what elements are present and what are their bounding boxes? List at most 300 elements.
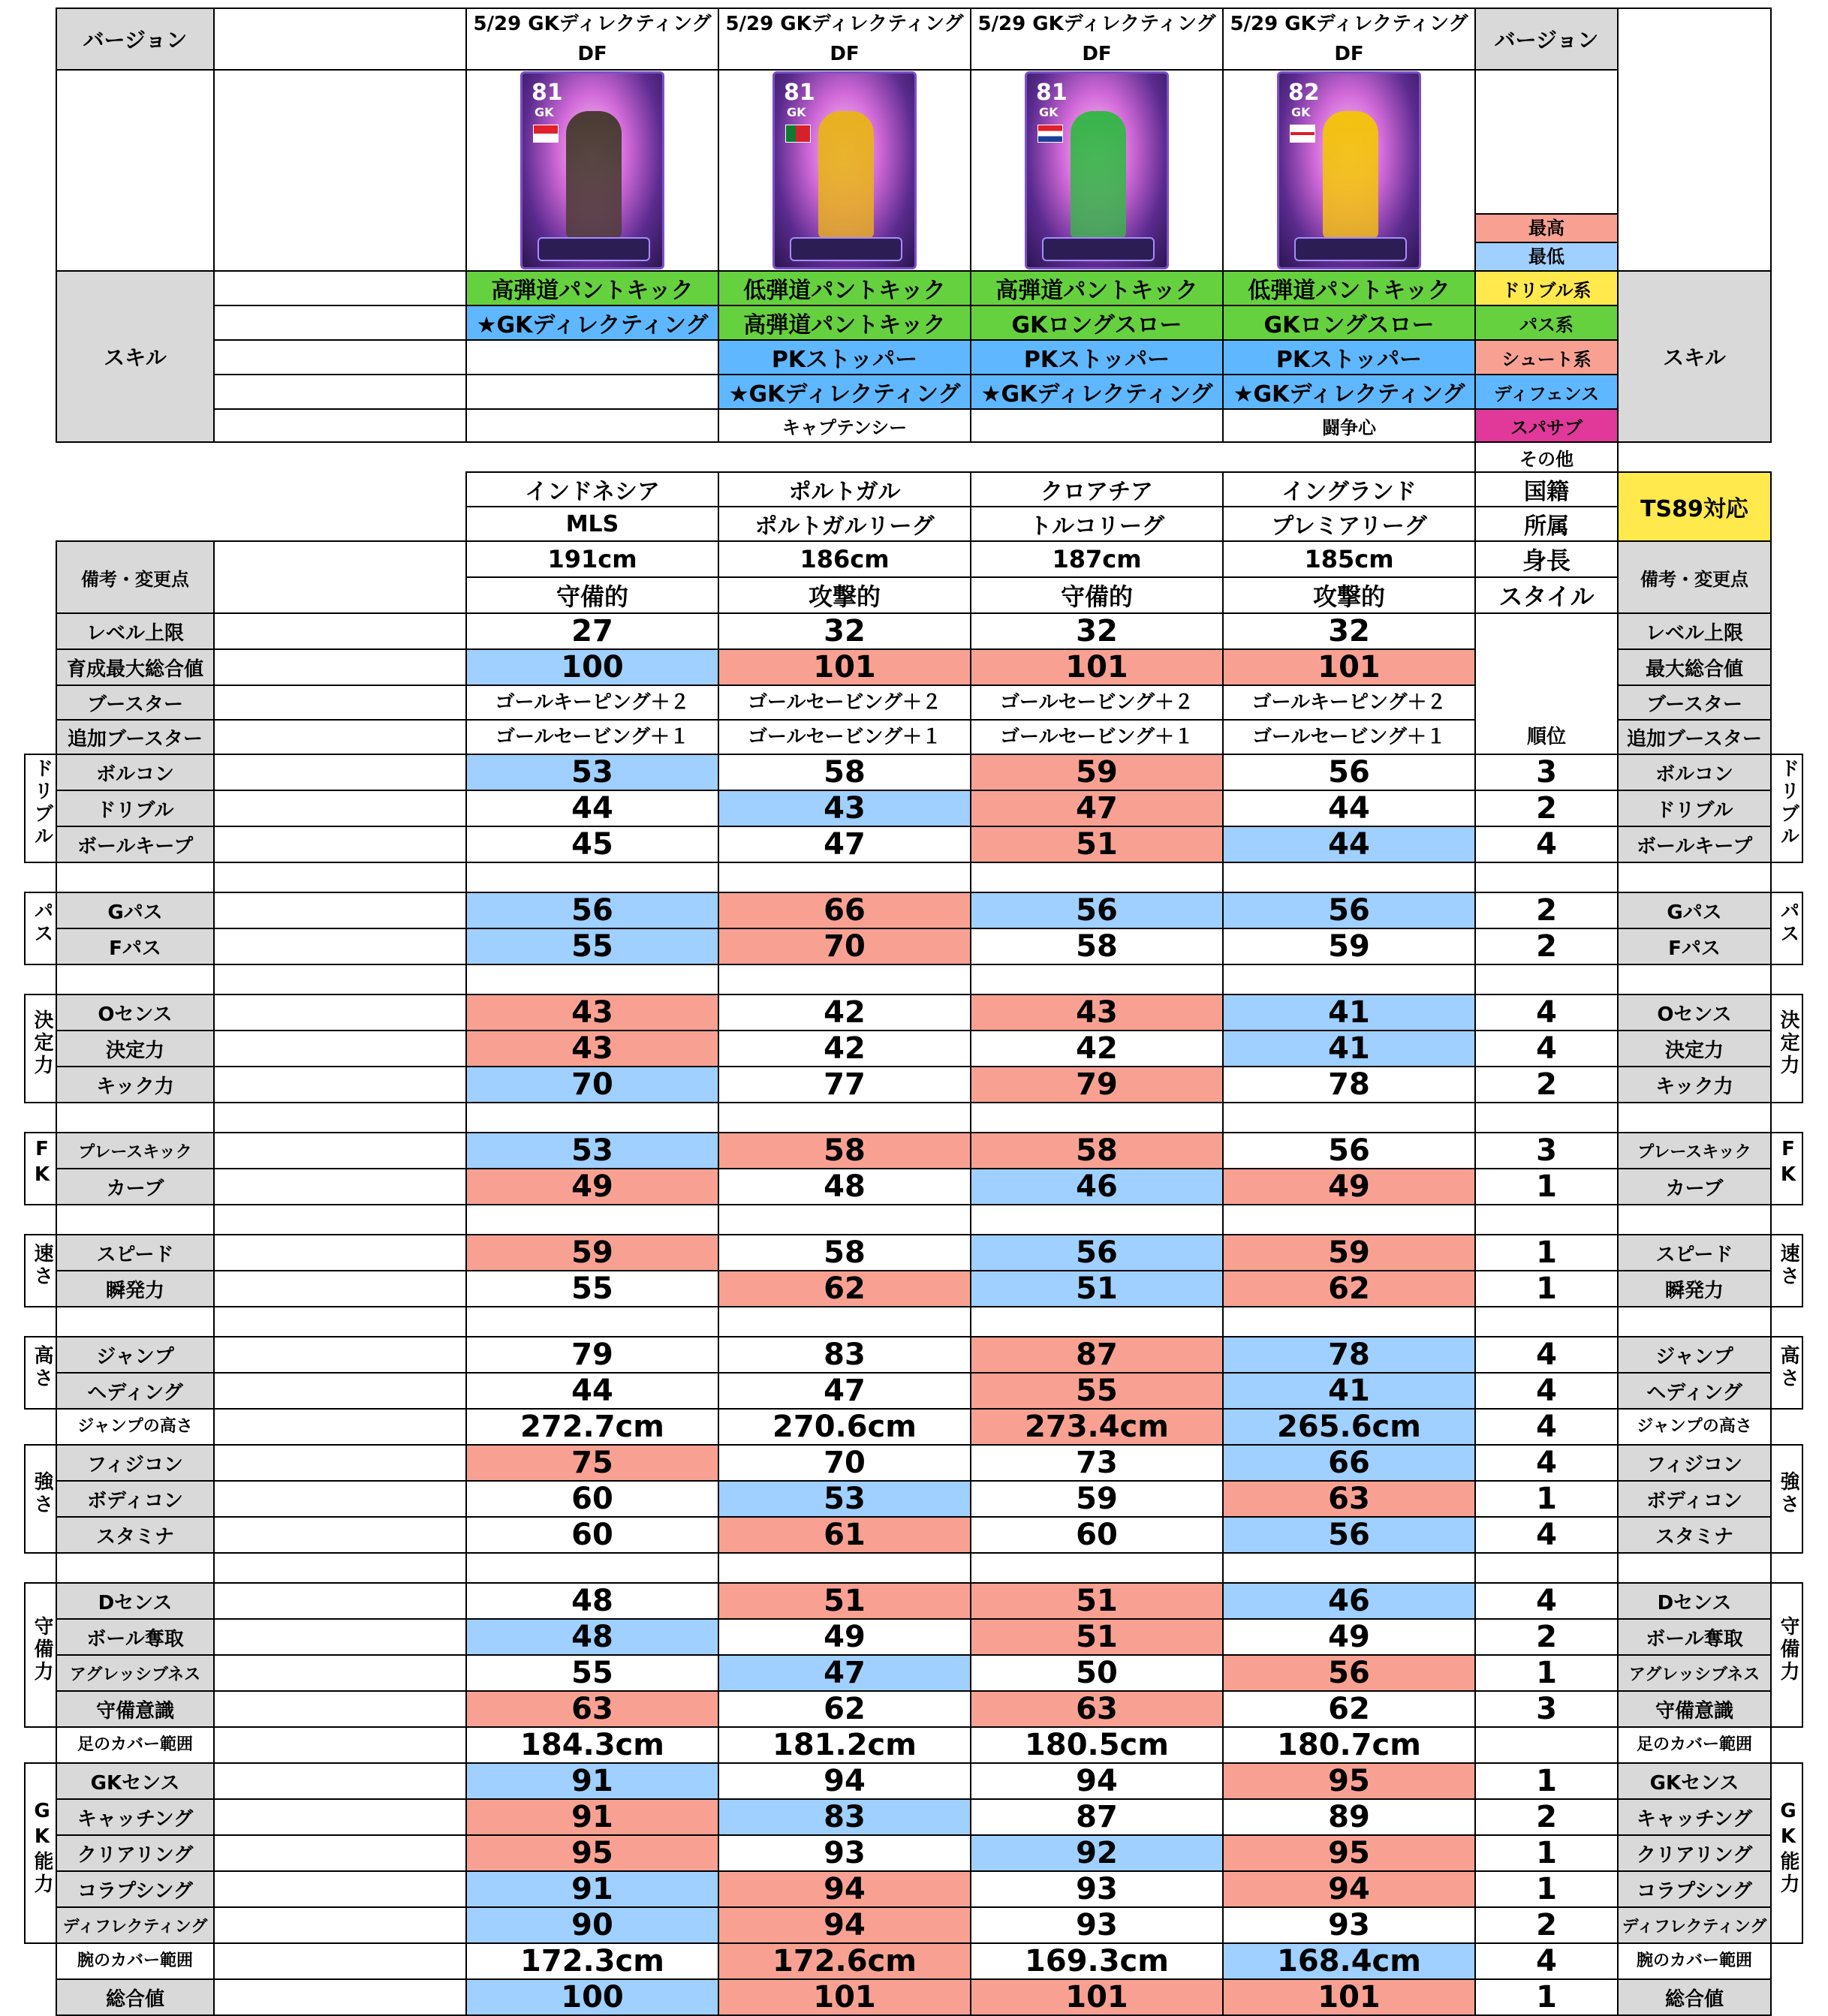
height <box>971 541 1223 577</box>
stat-rank-text: 4 <box>1536 1410 1557 1444</box>
add-booster-label-right-text: 追加ブースター <box>1627 727 1762 751</box>
stat-value-text: 93 <box>1076 1908 1118 1942</box>
blank <box>1771 1727 1802 1763</box>
total-label-right-text: 総合値 <box>1664 1987 1724 2011</box>
stat-value-text: 49 <box>1328 1620 1370 1654</box>
stat-value <box>971 1907 1223 1943</box>
stat-value-text: 56 <box>1328 1518 1370 1552</box>
blank <box>25 1727 56 1763</box>
stat-rank-text: 2 <box>1536 1620 1557 1654</box>
stat-label-text: Oセンス <box>98 1003 173 1026</box>
stat-value-text: 44 <box>1328 827 1370 862</box>
spacer-cell <box>56 1307 214 1337</box>
group-name: GK能力 <box>31 1800 53 1896</box>
remarks-label-right-text: 備考・変更点 <box>1640 568 1748 590</box>
stat-label <box>56 994 214 1031</box>
club <box>466 507 718 541</box>
stat-value-text: 42 <box>1076 1031 1118 1066</box>
stat-label <box>56 1943 214 1979</box>
stat-rank <box>1475 1067 1618 1103</box>
stat-label-right <box>1618 1727 1771 1763</box>
stat-value-text: 58 <box>1076 929 1118 964</box>
stat-note <box>214 1373 466 1409</box>
stat-value <box>971 1235 1223 1271</box>
stat-value-text: 48 <box>824 1169 866 1204</box>
stat-rank <box>1475 1727 1618 1763</box>
stat-label-right-text: プレースキック <box>1637 1142 1751 1162</box>
blank <box>25 613 56 649</box>
stat-label-right-text: スピード <box>1655 1243 1733 1266</box>
blank <box>25 409 56 442</box>
stat-value <box>466 1763 718 1799</box>
stat-label-text: キャッチング <box>77 1807 194 1831</box>
stat-rank <box>1475 1799 1618 1835</box>
stat-label-text: Fパス <box>109 937 161 960</box>
stat-value <box>718 1337 971 1373</box>
stat-value <box>466 826 718 862</box>
stat-label-text: 決定力 <box>105 1039 164 1062</box>
spacer-cell <box>1475 1205 1618 1235</box>
stat-value-text: 55 <box>571 1271 613 1306</box>
player-figure-icon <box>1323 111 1378 239</box>
stat-label-right-text: ボルコン <box>1655 763 1733 786</box>
stat-value <box>1223 1031 1475 1067</box>
level-cap-label-text: レベル上限 <box>86 621 184 645</box>
stat-label-right-text: キャッチング <box>1636 1807 1753 1831</box>
card-base <box>1294 237 1407 261</box>
stat-value-text: 83 <box>824 1337 866 1372</box>
stat-label-right <box>1618 928 1771 964</box>
total-label-text: 総合値 <box>105 1987 164 2011</box>
stat-value <box>466 1271 718 1307</box>
blank <box>1771 70 1802 271</box>
blank <box>1771 375 1802 409</box>
stat-value-text: 46 <box>1076 1169 1118 1204</box>
spacer-cell <box>214 1103 466 1133</box>
spacer-cell <box>56 1103 214 1133</box>
stat-rank <box>1475 754 1618 790</box>
max-overall-label-text: 育成最大総合値 <box>66 657 203 681</box>
version-label <box>56 8 214 70</box>
stat-value-text: 168.4cm <box>1277 1944 1421 1978</box>
stat-label <box>56 1481 214 1517</box>
stat-label <box>56 1691 214 1727</box>
stat-value <box>1223 1655 1475 1691</box>
blank <box>25 340 56 375</box>
player-card-image <box>520 71 664 269</box>
stat-label <box>56 1871 214 1907</box>
skill-cell <box>971 305 1223 340</box>
stat-value-text: 62 <box>824 1271 866 1306</box>
spacer-cell <box>971 964 1223 994</box>
spacer-cell <box>1475 1103 1618 1133</box>
max-overall <box>466 649 718 685</box>
stat-rank-text: 4 <box>1536 1584 1557 1618</box>
spacer-cell <box>1618 964 1771 994</box>
stat-label-text: 瞬発力 <box>105 1279 164 1302</box>
rank-empty <box>1475 613 1618 754</box>
stat-value <box>971 1031 1223 1067</box>
spacer-cell <box>56 862 214 892</box>
stat-rank <box>1475 1583 1618 1619</box>
club-text: プレミアリーグ <box>1271 513 1427 540</box>
stat-value-text: 172.3cm <box>520 1944 664 1978</box>
stat-value <box>971 790 1223 826</box>
stat-note <box>214 1169 466 1205</box>
stat-label <box>56 1067 214 1103</box>
blank <box>1771 649 1802 685</box>
blank <box>25 1943 56 1979</box>
total-value <box>1223 1979 1475 2015</box>
blank <box>1771 1307 1802 1337</box>
stat-label-right-text: Oセンス <box>1657 1003 1732 1026</box>
stat-rank-text: 2 <box>1536 791 1557 826</box>
blank <box>25 70 56 271</box>
blank <box>1771 964 1802 994</box>
stat-value-text: 70 <box>571 1067 613 1102</box>
stat-value-text: 44 <box>571 791 613 826</box>
stat-label <box>56 1517 214 1553</box>
legend-skill-color <box>1475 375 1618 409</box>
stat-label <box>56 754 214 790</box>
skill-cell <box>1223 375 1475 409</box>
stat-label-right <box>1618 1799 1771 1835</box>
stat-value-text: 70 <box>824 1446 866 1480</box>
skill-cell-text: GKロングスロー <box>1011 312 1182 339</box>
stat-label <box>56 1763 214 1799</box>
stat-rank-text: 3 <box>1536 1133 1557 1168</box>
stat-value <box>718 1517 971 1553</box>
stat-rank-text: 3 <box>1536 1692 1557 1726</box>
add-booster-label <box>56 720 214 754</box>
group-side-label-right <box>1771 1763 1802 1943</box>
legend-skill-color-text: スパサブ <box>1510 417 1583 438</box>
stat-value <box>971 1067 1223 1103</box>
stat-label-right-text: アグレッシブネス <box>1628 1665 1760 1684</box>
skill-cell-text: 低弾道パントキック <box>1248 278 1450 304</box>
blank <box>1771 541 1802 577</box>
blank <box>1771 340 1802 375</box>
spacer-cell <box>718 1205 971 1235</box>
stat-label <box>56 1727 214 1763</box>
player-version-text: 5/29 GKディレクティングDF <box>725 13 964 65</box>
card-base <box>538 237 650 261</box>
blank <box>1771 1979 1802 2015</box>
stat-value-text: 48 <box>571 1620 613 1654</box>
stat-label-text: コラプシング <box>77 1879 193 1903</box>
stat-label <box>56 1031 214 1067</box>
stat-label-right <box>1618 1619 1771 1655</box>
spacer-cell <box>214 1205 466 1235</box>
nationality-label-text: 国籍 <box>1524 479 1569 505</box>
stat-value <box>466 1337 718 1373</box>
stat-value-text: 87 <box>1076 1800 1118 1834</box>
nationality <box>466 472 718 507</box>
spacer-cell <box>1475 964 1618 994</box>
stat-value-text: 91 <box>571 1872 613 1906</box>
stat-value-text: 51 <box>1076 1271 1118 1306</box>
blank <box>1771 305 1802 340</box>
total-note <box>214 1979 466 2015</box>
stat-rank <box>1475 1835 1618 1871</box>
stat-value-text: 55 <box>571 929 613 964</box>
blank <box>25 1409 56 1445</box>
stat-note <box>214 1067 466 1103</box>
spacer-cell <box>718 1553 971 1583</box>
skill-label-right-text: スキル <box>1663 345 1726 370</box>
stat-value <box>971 826 1223 862</box>
skill-cell <box>971 340 1223 375</box>
club <box>718 507 971 541</box>
stat-value-text: 60 <box>571 1518 613 1552</box>
group-name-right: 強さ <box>1777 1471 1799 1516</box>
level-cap <box>1223 613 1475 649</box>
stat-value <box>466 1445 718 1481</box>
stat-value-text: 92 <box>1076 1836 1118 1870</box>
group-name-right: パス <box>1777 901 1799 946</box>
stat-label <box>56 1373 214 1409</box>
blank <box>25 720 56 754</box>
stat-value <box>1223 1517 1475 1553</box>
stat-value-text: 55 <box>571 1656 613 1690</box>
stat-value <box>466 1691 718 1727</box>
spacer-cell <box>214 1553 466 1583</box>
stat-value-text: 62 <box>1328 1271 1370 1306</box>
stat-note <box>214 1445 466 1481</box>
stat-value <box>1223 1067 1475 1103</box>
player-version-text: 5/29 GKディレクティングDF <box>1230 13 1468 65</box>
blank <box>1223 442 1475 472</box>
stat-value <box>466 1799 718 1835</box>
stat-value <box>466 754 718 790</box>
stat-rank-text: 4 <box>1536 1944 1557 1978</box>
booster-label-text: ブースター <box>87 693 183 716</box>
stat-value <box>718 928 971 964</box>
stat-value <box>466 1031 718 1067</box>
stat-value <box>718 826 971 862</box>
stat-value <box>1223 892 1475 928</box>
player-version <box>1223 8 1475 70</box>
nationality-text: クロアチア <box>1040 479 1153 505</box>
stat-value-text: 273.4cm <box>1025 1410 1169 1444</box>
max-overall-text: 101 <box>1065 650 1128 685</box>
club-text: トルコリーグ <box>1029 513 1164 540</box>
stat-value <box>971 1409 1223 1445</box>
booster-text: ゴールキーピング＋２ <box>495 691 690 714</box>
stat-value-text: 61 <box>824 1518 866 1552</box>
group-side-label <box>25 1337 56 1409</box>
stat-label-right <box>1618 994 1771 1031</box>
remarks-note <box>214 541 466 613</box>
stat-label <box>56 1409 214 1445</box>
stat-note <box>214 790 466 826</box>
group-name: 決定力 <box>31 1010 53 1077</box>
stat-value-text: 44 <box>1328 791 1370 826</box>
stat-note <box>214 1799 466 1835</box>
spacer-cell <box>1618 1553 1771 1583</box>
player-card-cell <box>1223 70 1475 271</box>
stat-value <box>718 1067 971 1103</box>
stat-value <box>466 1169 718 1205</box>
stat-value <box>971 1619 1223 1655</box>
stat-rank <box>1475 1907 1618 1943</box>
blank <box>25 541 56 577</box>
player-version-text: 5/29 GKディレクティングDF <box>473 13 712 65</box>
skill-cell <box>718 340 971 375</box>
stat-value-text: 51 <box>1076 827 1118 862</box>
club <box>1223 507 1475 541</box>
stat-label <box>56 1583 214 1619</box>
image-right-empty <box>1475 70 1618 271</box>
stat-value-text: 180.5cm <box>1025 1728 1169 1762</box>
total-label <box>56 1979 214 2015</box>
stat-rank <box>1475 1409 1618 1445</box>
stat-note <box>214 1409 466 1445</box>
blank <box>25 1979 56 2015</box>
stat-value <box>718 892 971 928</box>
stat-label-right-text: ボディコン <box>1646 1489 1742 1512</box>
nationality <box>718 472 971 507</box>
player-card-cell <box>971 70 1223 271</box>
stat-value-text: 51 <box>824 1584 866 1618</box>
add-booster <box>1223 720 1475 754</box>
stat-value-text: 90 <box>571 1908 613 1942</box>
level-cap-label-right <box>1618 613 1771 649</box>
skill-cell <box>971 409 1223 442</box>
legend-skill-color <box>1475 271 1618 305</box>
stat-value <box>718 1727 971 1763</box>
stat-label-right <box>1618 1583 1771 1619</box>
stat-value-text: 51 <box>1076 1620 1118 1654</box>
stat-label-right <box>1618 826 1771 862</box>
style <box>1223 577 1475 613</box>
booster-text: ゴールキーピング＋２ <box>1251 691 1447 714</box>
stat-label <box>56 1235 214 1271</box>
skill-cell-text: PKストッパー <box>1275 347 1423 373</box>
stat-value <box>971 994 1223 1031</box>
stat-rank <box>1475 1337 1618 1373</box>
skill-cell-text: ★GKディレクティング <box>980 381 1213 408</box>
skill-cell-text: 高弾道パントキック <box>995 278 1198 304</box>
stat-label-text: ボディコン <box>87 1489 183 1512</box>
stat-value-text: 47 <box>824 1374 866 1408</box>
blank <box>1771 577 1802 613</box>
stat-rank-text: 1 <box>1536 1235 1557 1270</box>
stat-value <box>971 1337 1223 1373</box>
stat-value <box>466 1871 718 1907</box>
stat-value-text: 43 <box>1076 995 1118 1030</box>
legend-skill-color-text: シュート系 <box>1501 348 1592 370</box>
group-name: ドリブル <box>31 758 53 848</box>
stat-rank-text: 1 <box>1536 1656 1557 1690</box>
stat-value <box>1223 1763 1475 1799</box>
stat-note <box>214 1481 466 1517</box>
blank <box>25 1553 56 1583</box>
stat-value-text: 83 <box>824 1800 866 1834</box>
stat-value <box>718 1835 971 1871</box>
level-note <box>214 613 466 649</box>
skill-cell-text: キャプテンシー <box>781 417 908 438</box>
stat-value <box>1223 1445 1475 1481</box>
skill-cell-text: 闘争心 <box>1322 417 1376 438</box>
stat-label-right-text: 決定力 <box>1664 1039 1724 1062</box>
stat-label-text: カーブ <box>106 1177 164 1200</box>
stat-value <box>718 1031 971 1067</box>
stat-label-text: Dセンス <box>98 1591 173 1614</box>
stat-value <box>466 928 718 964</box>
stat-value <box>466 1373 718 1409</box>
add-booster-text: ゴールセービング＋１ <box>1000 726 1194 748</box>
spacer-cell <box>214 964 466 994</box>
player-card-image <box>1025 71 1169 269</box>
stat-rank <box>1475 1763 1618 1799</box>
group-side-label <box>25 1445 56 1553</box>
stat-value-text: 56 <box>1076 1235 1118 1270</box>
stat-note <box>214 1871 466 1907</box>
stat-value <box>718 1481 971 1517</box>
stat-label-right <box>1618 1067 1771 1103</box>
stat-label-right <box>1618 1907 1771 1943</box>
blank <box>1771 862 1802 892</box>
stat-value-text: 172.6cm <box>772 1944 917 1978</box>
stat-rank-text: 2 <box>1536 1908 1557 1942</box>
card-position: GK <box>787 105 806 119</box>
skill-cell-text: 低弾道パントキック <box>743 278 946 304</box>
spacer-cell <box>718 1307 971 1337</box>
stat-label-right <box>1618 1763 1771 1799</box>
blank <box>25 685 56 720</box>
skill-note <box>214 375 466 409</box>
card-rating: 81 <box>784 80 815 106</box>
stat-value <box>466 1907 718 1943</box>
max-overall-text: 100 <box>561 650 624 685</box>
height-label-text: 身長 <box>1522 546 1571 575</box>
total-value-text: 101 <box>1065 1980 1128 2014</box>
stat-value-text: 56 <box>1328 1133 1370 1168</box>
stat-rank-text: 4 <box>1536 827 1557 862</box>
stat-label-text: スピード <box>96 1243 174 1266</box>
stat-value-text: 63 <box>1328 1482 1370 1516</box>
stat-value-text: 95 <box>1328 1836 1370 1870</box>
skill-cell-text: 高弾道パントキック <box>743 312 946 339</box>
stat-label-text: ディフレクティング <box>62 1917 208 1936</box>
legend-other <box>1475 442 1618 472</box>
stat-value <box>466 1235 718 1271</box>
stat-label-right-text: ボール奪取 <box>1646 1627 1743 1650</box>
stat-note <box>214 1583 466 1619</box>
stat-value-text: 42 <box>824 1031 866 1066</box>
stat-note <box>214 1655 466 1691</box>
flag-icon <box>1290 125 1315 143</box>
stat-value <box>1223 1691 1475 1727</box>
card-position: GK <box>535 105 554 119</box>
stat-label-right-text: 足のカバー範囲 <box>1636 1735 1752 1754</box>
stat-note <box>214 1943 466 1979</box>
stat-rank <box>1475 1235 1618 1271</box>
stat-value <box>718 1445 971 1481</box>
stat-value-text: 66 <box>824 893 866 928</box>
stat-value-text: 53 <box>571 755 613 790</box>
stat-rank <box>1475 826 1618 862</box>
stat-label-right <box>1618 1943 1771 1979</box>
stat-value-text: 59 <box>1328 929 1370 964</box>
stat-label <box>56 790 214 826</box>
spacer-cell <box>971 1103 1223 1133</box>
stat-label-text: フィジコン <box>87 1453 183 1476</box>
total-value-text: 101 <box>1318 1980 1381 2014</box>
group-name-right: 高さ <box>1777 1345 1799 1390</box>
style-label-text: スタイル <box>1498 582 1595 611</box>
